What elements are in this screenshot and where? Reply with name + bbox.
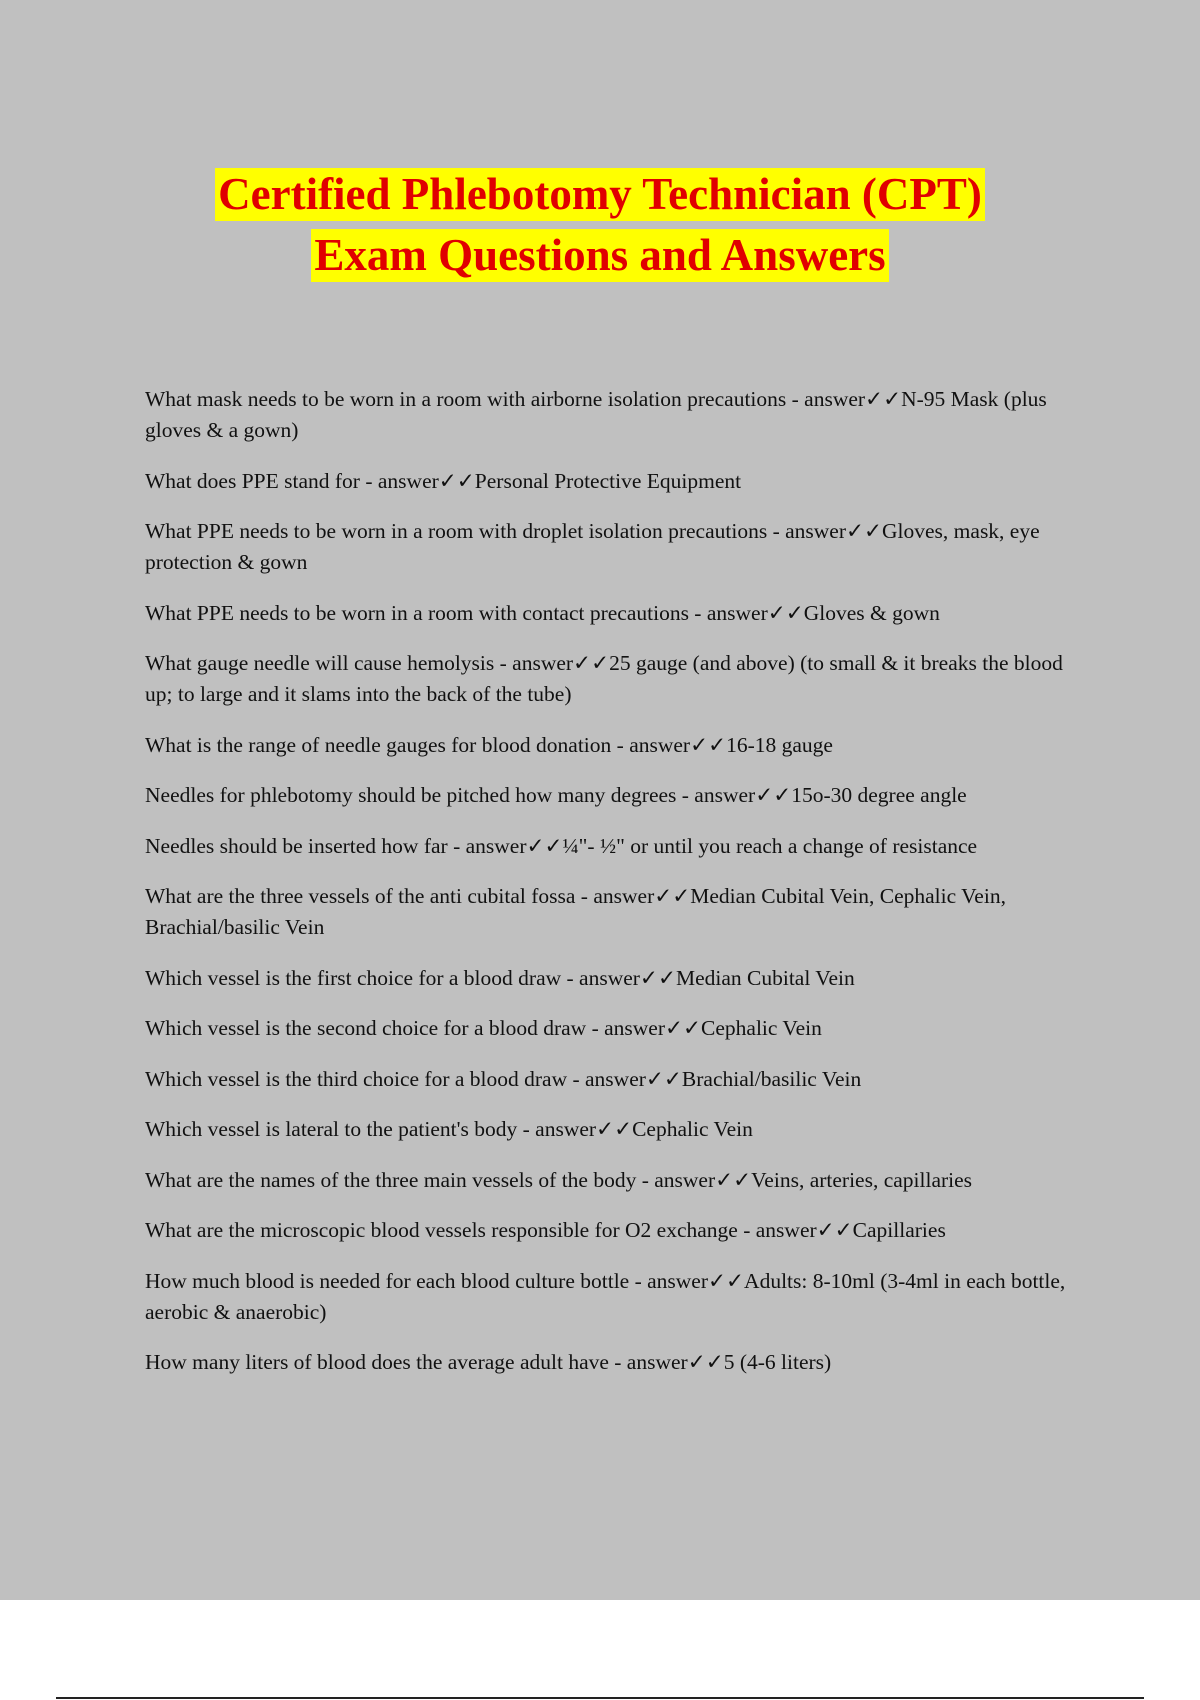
qa-item: How much blood is needed for each blood culture bottle - answer✓✓Adults: 8-10ml (3-4ml in each bottle, aerobic & anaerobic) bbox=[145, 1268, 1066, 1324]
qa-item: What are the three vessels of the anti cubital fossa - answer✓✓Median Cubital Vein, Cephalic Vein, Brachial/basilic Vein bbox=[145, 884, 1006, 939]
title-line-1: Certified Phlebotomy Technician (CPT) bbox=[215, 168, 985, 221]
qa-item: What PPE needs to be worn in a room with contact precautions - answer✓✓Gloves & gown bbox=[145, 600, 940, 625]
qa-item: Needles for phlebotomy should be pitched how many degrees - answer✓✓15o-30 degree angle bbox=[145, 783, 967, 807]
qa-item: Which vessel is the second choice for a blood draw - answer✓✓Cephalic Vein bbox=[145, 1016, 822, 1040]
qa-item: What does PPE stand for - answer✓✓Personal Protective Equipment bbox=[145, 468, 742, 493]
qa-item: What are the microscopic blood vessels responsible for O2 exchange - answer✓✓Capillaries bbox=[145, 1218, 946, 1242]
qa-list bbox=[145, 384, 1090, 1398]
qa-item: What is the range of needle gauges for blood donation - answer✓✓16-18 gauge bbox=[145, 732, 833, 757]
qa-item: What PPE needs to be worn in a room with droplet isolation precautions - answer✓✓Gloves, mask, eye protection & gown bbox=[145, 519, 1040, 574]
qa-item: Which vessel is the first choice for a blood draw - answer✓✓Median Cubital Vein bbox=[145, 965, 855, 990]
qa-item: What mask needs to be worn in a room with airborne isolation precautions - answer✓✓N-95 Mask (plus gloves & a gown) bbox=[145, 387, 1047, 442]
qa-item: Which vessel is lateral to the patient's body - answer✓✓Cephalic Vein bbox=[145, 1117, 753, 1141]
qa-item: Needles should be inserted how far - answer✓✓¼"- ½" or until you reach a change of resistance bbox=[145, 833, 978, 858]
qa-item: Which vessel is the third choice for a blood draw - answer✓✓Brachial/basilic Vein bbox=[145, 1066, 862, 1091]
title-line-2: Exam Questions and Answers bbox=[311, 229, 888, 282]
document-title bbox=[0, 168, 1200, 290]
qa-item: How many liters of blood does the average adult have - answer✓✓5 (4-6 liters) bbox=[145, 1350, 832, 1374]
qa-item: What gauge needle will cause hemolysis - answer✓✓25 gauge (and above) (to small & it breaks the blood up; to large and it slams into the back of the tube) bbox=[145, 651, 1063, 706]
qa-item: What are the names of the three main vessels of the body - answer✓✓Veins, arteries, capillaries bbox=[145, 1167, 973, 1192]
footer-divider bbox=[56, 1697, 1144, 1699]
